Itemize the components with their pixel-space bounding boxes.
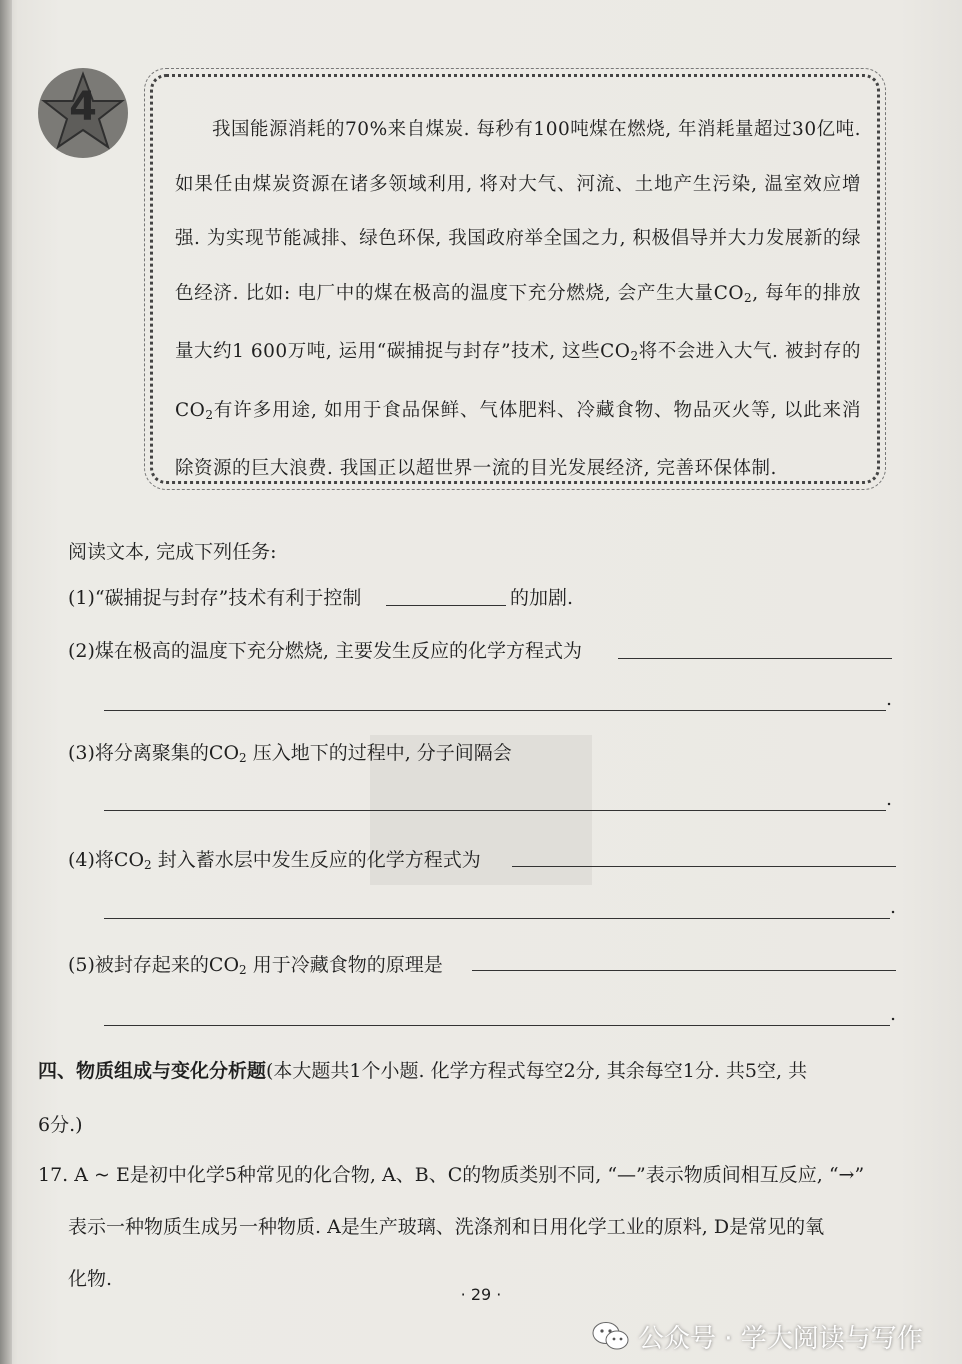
question-5-text: (5)被封存起来的$CO_2$ 用于冷藏食物的原理是 (68, 954, 443, 977)
question-2-text: (2)煤在极高的温度下充分燃烧, 主要发生反应的化学方程式为 (68, 640, 582, 662)
question-17-line-1: 17. A ~ E是初中化学5种常见的化合物, A、B、C的物质类别不同, “—”表示物质间相互反应, “→” (38, 1164, 865, 1186)
subscript: 2 (205, 407, 214, 422)
question-5-period: . (890, 1003, 897, 1025)
question-17-line-2: 表示一种物质生成另一种物质. A是生产玻璃、洗涤剂和日用化学工业的原料, D是常见的氧 (68, 1216, 825, 1238)
question-2-period: . (886, 688, 893, 710)
question-4-blank-2[interactable] (104, 918, 890, 919)
question-4-text: (4)将$CO_2$ 封入蓄水层中发生反应的化学方程式为 (68, 849, 481, 872)
question-3-text: (3)将分离聚集的$CO_2$ 压入地下的过程中, 分子间隔会 (68, 742, 512, 765)
question-3-period: . (886, 788, 893, 810)
page-number: · 29 · (460, 1285, 502, 1304)
badge-number: 4 (69, 84, 97, 130)
question-17-line-3: 化物. (68, 1268, 113, 1290)
reading-passage (175, 103, 861, 497)
passage-text: 我国能源消耗的70%来自煤炭. 每秒有100吨煤在燃烧, 年消耗量超过30亿吨. 如果任由煤炭资源在诸多领域利用, 将对大气、河流、土地产生污染, 温室效应增强. 为实现节能减排、绿色环保, 我国政府举全国之力, 积极倡导并大力发展新的绿色经济. 比如: 电厂中的煤在极高的温度下充分燃烧, 会产生大量CO (175, 119, 861, 304)
section-4-heading: 四、物质组成与变化分析题(本大题共1个小题. 化学方程式每空2分, 其余每空1分. 共5空, 共 (38, 1060, 808, 1082)
question-5-blank-1[interactable] (472, 970, 896, 971)
question-5-blank-2[interactable] (104, 1025, 890, 1026)
passage-text: 将不会进入大气. 被封存的CO (175, 341, 861, 421)
wechat-icon (592, 1320, 630, 1352)
question-3-blank[interactable] (104, 810, 886, 811)
question-1-blank[interactable] (386, 605, 506, 606)
question-1-suffix: 的加剧. (510, 587, 574, 609)
subscript: 2 (630, 349, 639, 363)
subscript: 2 (744, 290, 753, 305)
question-1-text: (1)“碳捕捉与封存”技术有利于控制 (68, 587, 362, 609)
section-badge (38, 68, 128, 158)
question-2-blank-1[interactable] (618, 658, 892, 659)
question-2-blank-2[interactable] (104, 710, 886, 711)
section-4-heading-cont: 6分.) (38, 1114, 83, 1136)
question-4-blank-1[interactable] (512, 866, 896, 867)
watermark-text: 公众号 · 学大阅读与写作 (638, 1324, 923, 1354)
reading-passage-box (150, 74, 880, 484)
passage-text: 有许多用途, 如用于食品保鲜、气体肥料、冷藏食物、物品灭火等, 以此来消除资源的巨大浪费. 我国正以超世界一流的目光发展经济, 完善环保体制. (175, 399, 861, 479)
wechat-watermark (592, 1316, 962, 1356)
task-intro: 阅读文本, 完成下列任务: (68, 541, 277, 563)
passage-text: , 每年的排放量大约1 600万吨, 运用“碳捕捉与封存”技术, 这些CO (175, 282, 861, 362)
book-spine-shadow (0, 0, 12, 1364)
question-4-period: . (890, 896, 897, 918)
